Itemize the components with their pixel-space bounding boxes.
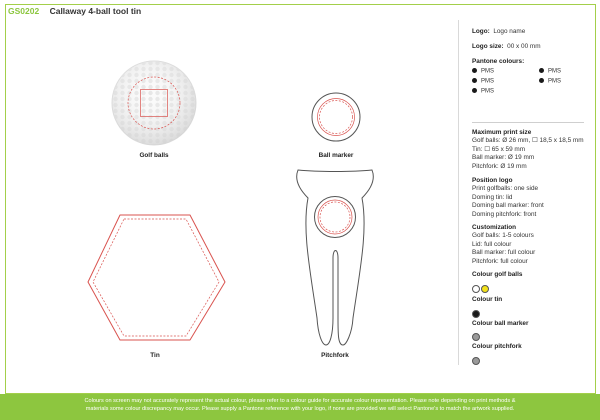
golf-ball-illustration xyxy=(112,61,196,145)
pantone-chip: PMS xyxy=(472,78,494,85)
pantone-chip: PMS xyxy=(472,88,494,95)
pantone-chip: PMS xyxy=(472,68,494,75)
colour-pitchfork-swatches xyxy=(472,352,481,370)
pantone-heading: Pantone colours: xyxy=(472,58,525,65)
swatch-black[interactable] xyxy=(472,310,480,318)
ball-marker-caption: Ball marker xyxy=(318,152,354,159)
logo-size-value: 00 x 00 mm xyxy=(507,43,541,50)
pantone-chip: PMS xyxy=(539,78,561,85)
golf-balls-caption: Golf balls xyxy=(139,152,169,159)
pitchfork-illustration xyxy=(297,170,374,345)
swatch-yellow[interactable] xyxy=(481,285,489,293)
pantone-chip: PMS xyxy=(539,68,561,75)
position-logo-section: Position logo Print golfballs: one side Doming tin: lid Doming ball marker: front Doming pitchfork: front xyxy=(472,177,544,218)
customization-section: Customization Golf balls: 1-5 colours Lid: full colour Ball marker: full colour Pitchfork: full colour xyxy=(472,224,536,265)
pitchfork-caption: Pitchfork xyxy=(321,352,349,359)
swatch-white[interactable] xyxy=(472,285,480,293)
swatch-grey[interactable] xyxy=(472,357,480,365)
swatch-grey[interactable] xyxy=(472,333,480,341)
colour-golf-balls-heading: Colour golf balls xyxy=(472,271,523,278)
colour-pitchfork-heading: Colour pitchfork xyxy=(472,343,522,350)
max-print-section: Maximum print size Golf balls: Ø 26 mm, ☐ 18,5 x 18,5 mm Tin: ☐ 65 x 59 mm Ball marker: Ø 19 mm Pitchfork: Ø 19 mm xyxy=(472,129,584,170)
colour-tin-heading: Colour tin xyxy=(472,296,503,303)
disclaimer-footer: Colours on screen may not accurately represent the actual colour, please refer to a colour guide for accurate colour representation. Please note depending on print methods & materials some colour discrepancy may occur. Please supply a Pantone reference with your logo, if none are provided we will select Pantone's to match the artwork supplied. xyxy=(0,394,600,420)
logo-name-value: Logo name xyxy=(493,28,526,35)
product-code: GS0202 xyxy=(8,6,40,16)
divider xyxy=(472,122,584,123)
ball-marker-illustration xyxy=(312,93,360,141)
colour-ball-marker-heading: Colour ball marker xyxy=(472,320,529,327)
product-title: Callaway 4-ball tool tin xyxy=(49,6,142,16)
logo-name-row: Logo: Logo name xyxy=(472,28,526,35)
logo-size-row: Logo size: 00 x 00 mm xyxy=(472,43,541,50)
tin-illustration xyxy=(88,215,225,340)
tin-caption: Tin xyxy=(150,352,160,359)
